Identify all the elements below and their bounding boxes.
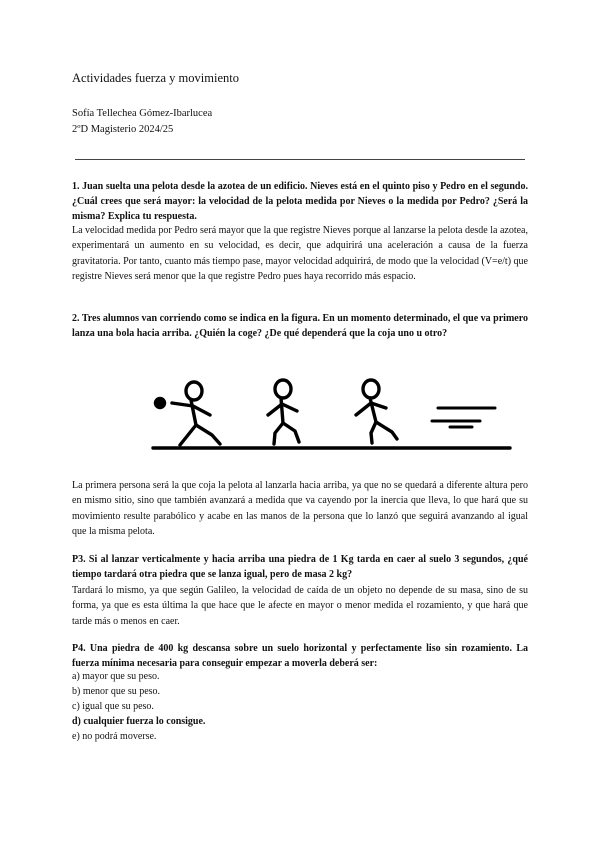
course-info: 2ºD Magisterio 2024/25 [72,124,174,135]
option-a: a) mayor que su peso. [72,671,160,682]
header-divider [75,159,525,160]
answer-1: La velocidad medida por Pedro será mayor que la que registre Nieves porque al lanzarse la pelota desde la azotea, experimentará un aumento en su velocidad, es decir, que adquirirá una aceleración a causa de la fuerza gravitatoria. Por tanto, cuanto más tiempo pase, mayor velocidad adquirirá, de modo que la velocidad (V=e/t) que registre Nieves será menor que la que registre Pedro pues haya recorrido más espacio. [72,225,528,282]
runner-3-icon [356,380,397,443]
question-3: P3. Si al lanzar verticalmente y hacia arriba una piedra de 1 Kg tarda en caer al suelo 3 segundos, ¿qué tiempo tardará otra piedra que se lanza igual, pero de masa 2 kg? [72,554,528,580]
option-b: b) menor que su peso. [72,686,161,697]
answer-3: Tardará lo mismo, ya que según Galileo, la velocidad de caída de un objeto no depende de su masa, sino de su forma, ya que es esta última la que hace que le afecte en mayor o menor medida el rozamiento, y que hará que tarde más o menos en caer. [72,585,528,627]
question-2: 2. Tres alumnos van corriendo como se indica en la figura. En un momento determinado, el que va primero lanza una bola hacia arriba. ¿Quién la coge? ¿De qué dependerá que la coja uno u otro? [72,313,528,339]
option-d: d) cualquier fuerza lo consigue. [72,716,206,727]
question-1: 1. Juan suelta una pelota desde la azotea de un edificio. Nieves está en el quinto piso y Pedro en el segundo. ¿Cuál crees que será mayor: la velocidad de la pelota medida por Nieves o la medida por Pedro? ¿Será la misma? Explica tu respuesta. [72,181,528,222]
author-name: Sofía Tellechea Gómez-Ibarlucea [72,108,213,119]
motion-lines-icon [432,408,495,427]
running-students-figure [150,375,525,460]
option-e: e) no podrá moverse. [72,731,157,742]
ball-icon [156,399,165,408]
answer-2: La primera persona será la que coja la pelota al lanzarla hacia arriba, ya que no se quedará a diferente altura pero en mismo sitio, sino que también avanzará a medida que va cayendo por la inercia que lleva, lo que hará que su movimiento resulte parabólico y acabe en las manos de la persona que lo lanzó que seguirá avanzando al igual que la misma pelota. [72,480,528,537]
document-title: Actividades fuerza y movimiento [72,71,239,85]
runner-1-icon [156,382,221,445]
option-c: c) igual que su peso. [72,701,154,712]
question-4: P4. Una piedra de 400 kg descansa sobre un suelo horizontal y perfectamente liso sin rozamiento. La fuerza mínima necesaria para conseguir empezar a moverla deberá ser: [72,643,528,669]
runner-2-icon [268,380,299,444]
